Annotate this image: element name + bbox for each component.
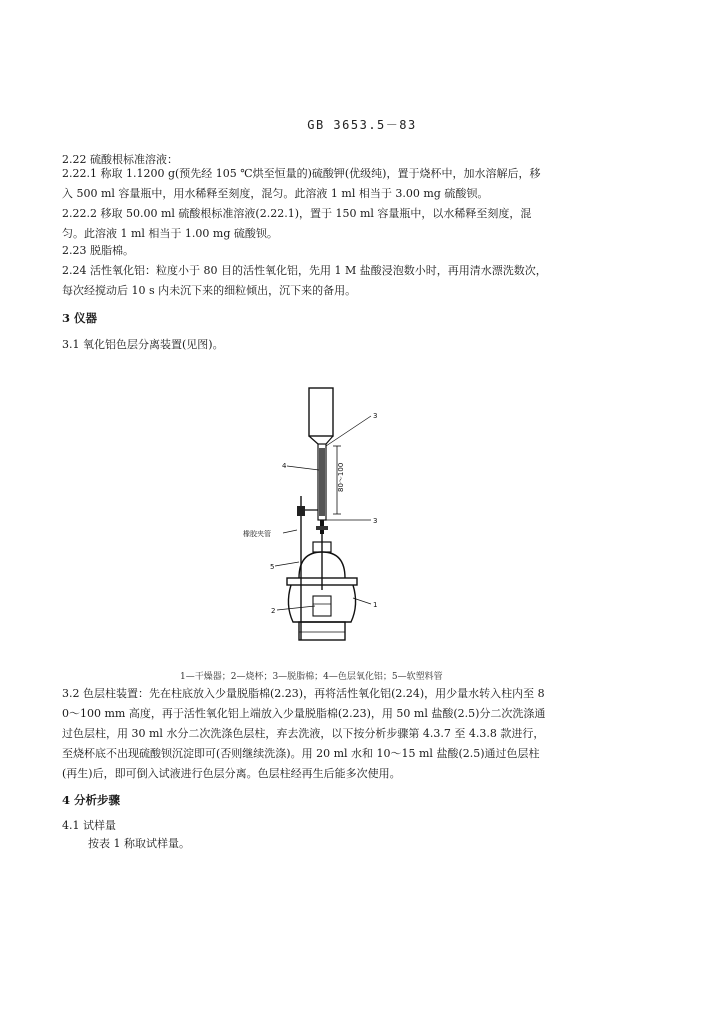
section-4-1: 4.1 试样量 <box>62 819 116 832</box>
chromatography-apparatus-figure <box>225 380 405 650</box>
dimension-label: 80～100 <box>337 462 345 492</box>
label-3-top: 3 <box>373 412 378 420</box>
label-4: 4 <box>282 462 287 470</box>
label-2: 2 <box>271 607 276 615</box>
label-3-bottom: 3 <box>373 517 378 525</box>
label-1: 1 <box>373 601 378 609</box>
section-2-22-1: 2.22.1 称取 1.1200 g(预先经 105 ℃烘至恒量的)硫酸钾(优级纯)，置于烧杯中，加水溶解后，移入 500 ml 容量瓶中，用水稀释至刻度，混匀。此溶液 1 ml 相当于 3.00 mg 硫酸钡。 <box>62 167 541 200</box>
section-2-23: 2.23 脱脂棉。 <box>62 244 134 257</box>
clamp-label: 橡胶夹管 <box>243 530 271 538</box>
section-3-heading: 3 仪器 <box>62 311 98 325</box>
label-5: 5 <box>270 563 275 571</box>
section-2-22: 2.22 硫酸根标准溶液： <box>62 153 178 166</box>
section-3-1: 3.1 氧化铝色层分离装置(见图)。 <box>62 338 224 351</box>
section-4-heading: 4 分析步骤 <box>62 793 121 807</box>
section-4-1-body: 按表 1 称取试样量。 <box>88 837 190 850</box>
page-header: GB 3653.5－83 <box>307 118 417 132</box>
section-2-22-2: 2.22.2 移取 50.00 ml 硫酸根标准溶液(2.22.1)，置于 150 ml 容量瓶中，以水稀释至刻度，混匀。此溶液 1 ml 相当于 1.00 mg 硫酸钡。 <box>62 207 532 240</box>
section-2-24: 2.24 活性氧化铝：粒度小于 80 目的活性氧化铝，先用 1 M 盐酸浸泡数小时，再用清水漂洗数次，每次经搅动后 10 s 内未沉下来的细粒倾出，沉下来的备用。 <box>62 264 547 297</box>
alumina-packing <box>319 448 325 516</box>
section-3-2: 3.2 色层柱装置：先在柱底放入少量脱脂棉(2.23)，再将活性氧化铝(2.24)，用少量水转入柱内至 80～100 mm 高度，再于活性氧化铝上端放入少量脱脂棉(2.23)，用 50 ml 盐酸(2.5)分二次洗涤通过色层柱，用 30 ml 水分二次洗涤色层柱，弃去洗液，以下按分析步骤第 4.3.7 至 4.3.8 款进行，至烧杯底不出现硫酸钡沉淀即可(否则继续洗涤)。用 20 ml 水和 10～15 ml 盐酸(2.5)通过色层柱(再生)后，即可倒入试液进行色层分离。色层柱经再生后能多次使用。 <box>62 687 546 780</box>
figure-caption: 1—干燥器；2—烧杯；3—脱脂棉；4—色层氧化铝；5—软塑料管 <box>180 672 443 682</box>
